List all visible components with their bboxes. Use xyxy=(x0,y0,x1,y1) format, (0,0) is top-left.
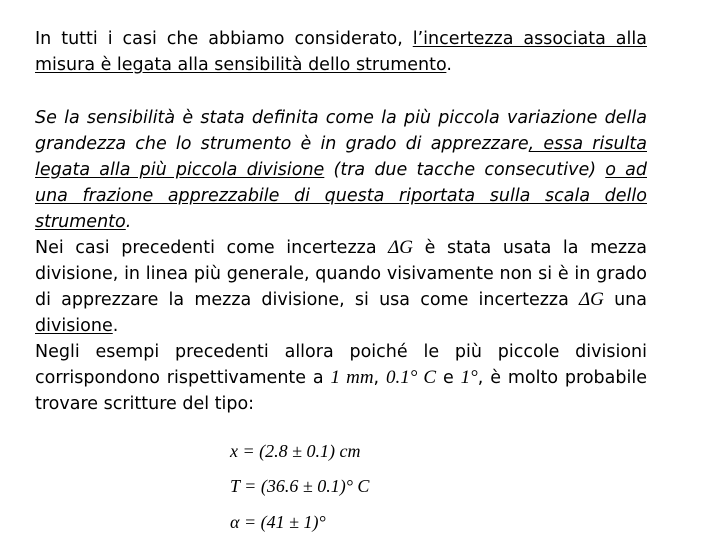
underlined-text: , essa risulta legata alla più piccola divisione xyxy=(35,134,647,180)
underlined-text: l’incertezza associata alla misura è legata alla sensibilità dello strumento xyxy=(35,29,647,75)
text-span: In tutti i casi che abbiamo considerato, xyxy=(35,29,413,49)
intro-paragraph xyxy=(35,26,647,78)
text-span: (tra due tacche consecutive) xyxy=(324,160,606,180)
text-span: è stata usata la mezza divisione, in linea più generale, quando visivamente non si è in grado di apprezzare la mezza divisione, si usa come incertezza xyxy=(35,238,647,310)
text-span: , xyxy=(373,368,386,388)
text-span: , è molto probabile trovare scritture del tipo: xyxy=(35,368,647,414)
value-1mm: 1 mm xyxy=(330,367,374,388)
text-span: . xyxy=(446,55,452,75)
text-span: . xyxy=(112,316,119,336)
equation-length: x = (2.8 ± 0.1) cm xyxy=(230,441,361,461)
value-1-deg: 1° xyxy=(460,367,478,388)
text-span: . xyxy=(125,212,132,232)
underlined-text: o ad una frazione apprezzabile di questa riportata sulla scala dello strumento xyxy=(35,160,647,232)
text-span: Negli esempi precedenti allora poiché le più piccole divisioni corrispondono rispettivamente a xyxy=(35,342,647,388)
equation-temperature: T = (36.6 ± 0.1)° C xyxy=(230,476,370,496)
text-span: Se la sensibilità è stata definita come la più piccola variazione della grandezza che lo strumento è in grado di apprezzare xyxy=(35,108,647,154)
equation-angle: α = (41 ± 1)° xyxy=(230,512,326,532)
uncertainty-paragraph xyxy=(35,235,647,417)
text-span: Nei casi precedenti come incertezza xyxy=(35,238,389,258)
text-span: una xyxy=(603,290,647,310)
value-0-1-degc: 0.1° C xyxy=(386,367,437,388)
delta-g-symbol: ΔG xyxy=(388,237,414,258)
delta-g-symbol: ΔG xyxy=(579,289,604,310)
underlined-text: divisione xyxy=(35,316,113,336)
text-span: e xyxy=(436,368,461,388)
sensitivity-paragraph xyxy=(35,105,647,235)
